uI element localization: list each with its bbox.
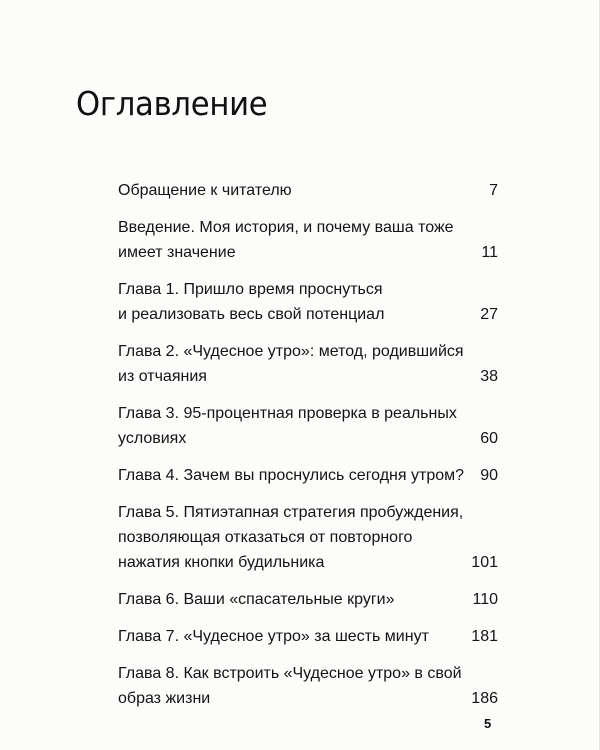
toc-entry-title: Глава 1. Пришло время проснуться и реализовать весь свой потенциал	[118, 281, 385, 323]
toc-entry	[118, 277, 500, 327]
toc-entry-title: Введение. Моя история, и почему ваша тоже имеет значение	[118, 219, 454, 261]
toc-entry-title: Глава 2. «Чудесное утро»: метод, родившийся из отчаяния	[118, 343, 464, 385]
toc-entry-title: Глава 8. Как встроить «Чудесное утро» в свой образ жизни	[118, 665, 462, 707]
toc-entry	[118, 178, 500, 203]
toc-entry-page: 27	[480, 306, 498, 323]
page-title: Оглавление	[76, 84, 268, 123]
toc-entry-page: 90	[480, 467, 498, 484]
toc-entry-page: 181	[471, 628, 498, 645]
toc-entry	[118, 624, 500, 649]
toc-entry-page: 60	[480, 430, 498, 447]
toc-entry-page: 110	[472, 591, 498, 608]
toc-entry-title: Глава 7. «Чудесное утро» за шесть минут	[118, 628, 429, 645]
toc-entry-page: 186	[471, 690, 498, 707]
toc-entry	[118, 587, 500, 612]
table-of-contents	[118, 178, 500, 723]
toc-entry	[118, 401, 500, 451]
toc-entry	[118, 463, 500, 488]
toc-entry-title: Глава 4. Зачем вы проснулись сегодня утром?	[118, 467, 465, 484]
page-number: 5	[484, 716, 492, 731]
toc-entry-title: Глава 5. Пятиэтапная стратегия пробуждения, позволяющая отказаться от повторного нажатия кнопки будильника	[118, 504, 464, 571]
toc-entry-title: Обращение к читателю	[118, 182, 292, 199]
toc-entry-title: Глава 3. 95-процентная проверка в реальных условиях	[118, 405, 457, 447]
toc-entry	[118, 500, 500, 575]
toc-entry-page: 101	[471, 554, 498, 571]
toc-entry	[118, 215, 500, 265]
toc-entry-page: 38	[480, 368, 498, 385]
toc-entry-title: Глава 6. Ваши «спасательные круги»	[118, 591, 395, 608]
toc-entry	[118, 661, 500, 711]
toc-entry-page: 7	[489, 182, 498, 199]
toc-entry-page: 11	[481, 244, 498, 261]
toc-entry	[118, 339, 500, 389]
